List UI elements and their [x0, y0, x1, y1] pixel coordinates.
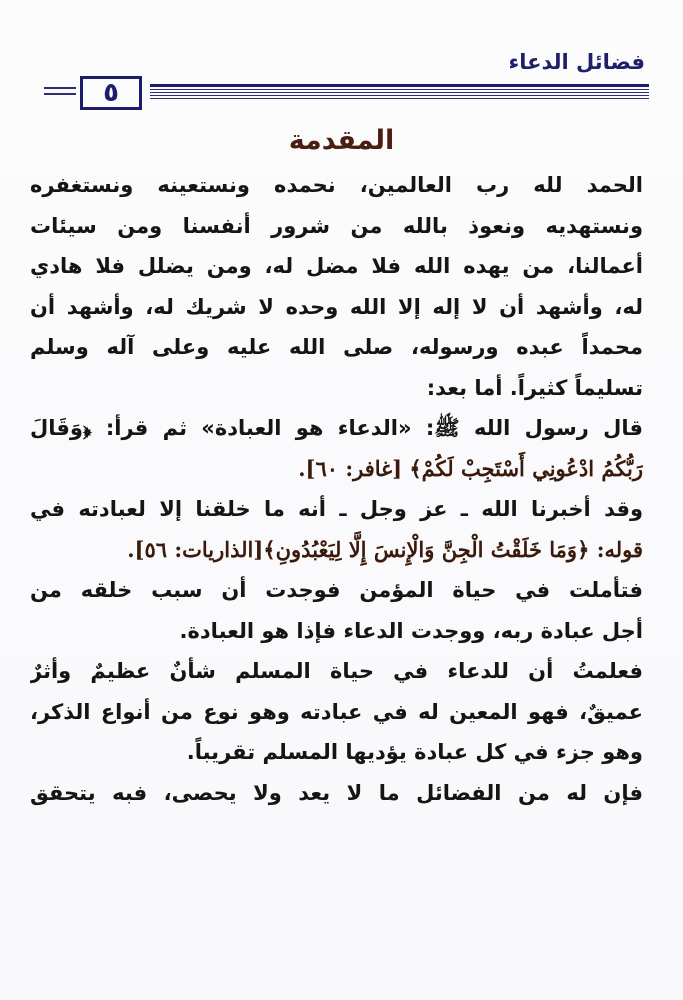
text-line: فعلمتُ أن للدعاء في حياة المسلم شأنٌ عظيمٌ وأثرٌ	[30, 659, 643, 683]
text-line: فإن له من الفضائل ما لا يعد ولا يحصى، فبه يتحقق	[30, 780, 643, 805]
text-line: له، وأشهد أن لا إله إلا الله وحده لا شريك له، وأشهد أن	[30, 294, 643, 319]
text-line: محمداً عبده ورسوله، صلى الله عليه وعلى آله وسلم	[30, 335, 643, 359]
text-line: تسليماً كثيراً. أما بعد:	[426, 375, 643, 400]
quran-verse-line: رَبُّكُمُ ادْعُونِي أَسْتَجِبْ لَكُمْ﴾ [غافر: ٦٠].	[298, 455, 643, 481]
running-head-title: فضائل الدعاء	[508, 50, 645, 74]
header-left-rule	[44, 84, 76, 100]
section-title: المقدمة	[288, 125, 395, 156]
body-text	[30, 165, 643, 813]
page-number: ٥	[80, 76, 142, 110]
text-line: قال رسول الله ﷺ: «الدعاء هو العبادة» ثم قرأ: ﴿وَقَالَ	[30, 416, 643, 440]
text-line: عميقٌ، فهو المعين له في عبادته وهو نوع من أنواع الذكر،	[30, 699, 643, 724]
text-line: أجل عبادة ربه، ووجدت الدعاء فإذا هو العبادة.	[179, 618, 643, 643]
text-line: أعمالنا، من يهده الله فلا مضل له، ومن يضلل فلا هادي	[30, 254, 643, 278]
text-line: وهو جزء في كل عبادة يؤديها المسلم تقريباً.	[186, 740, 643, 764]
text-line: الحمد لله رب العالمين، نحمده ونستعينه ونستغفره	[30, 173, 643, 197]
text-line: ونستهديه ونعوذ بالله من شرور أنفسنا ومن سيئات	[30, 213, 643, 238]
text-line: وقد أخبرنا الله ـ عز وجل ـ أنه ما خلقنا إلا لعبادته في	[30, 497, 643, 521]
header-rule	[150, 84, 649, 100]
quran-verse-line: قوله: ﴿وَمَا خَلَقْتُ الْجِنَّ وَالْإِنسَ إِلَّا لِيَعْبُدُونِ﴾[الذاريات: ٥٦].	[127, 536, 643, 562]
text-line: فتأملت في حياة المؤمن فوجدت أن سبب خلقه من	[30, 578, 643, 602]
